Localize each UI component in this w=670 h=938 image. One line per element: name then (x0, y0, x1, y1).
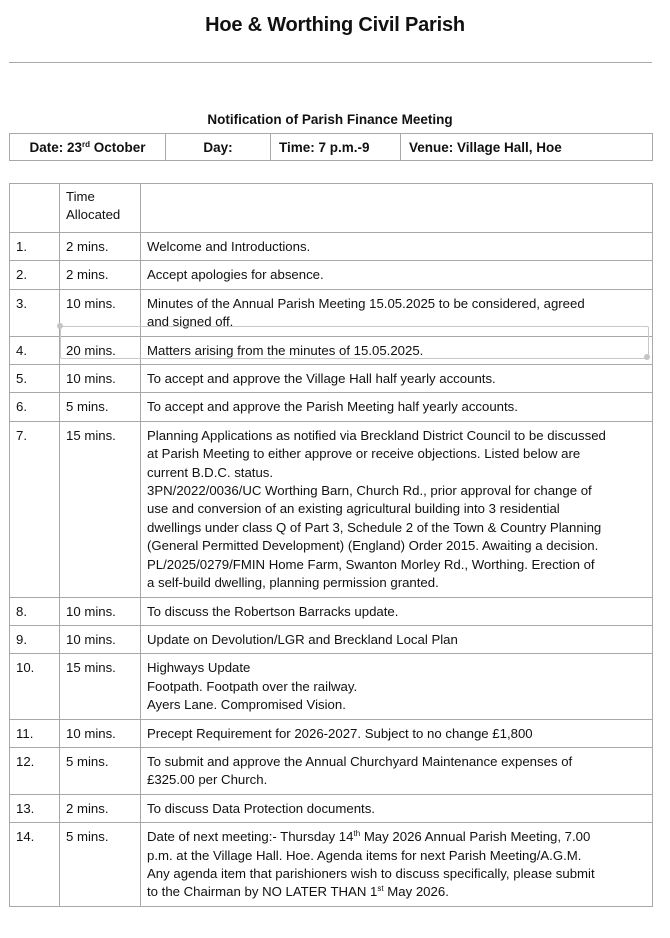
agenda-item-time: 10 mins. (60, 719, 141, 747)
description-line: Precept Requirement for 2026-2027. Subject to no change £1,800 (147, 725, 533, 741)
agenda-item-description (141, 597, 653, 625)
agenda-item-time: 15 mins. (60, 654, 141, 719)
agenda-row (10, 654, 653, 719)
agenda-row (10, 261, 653, 289)
agenda-item-time: 10 mins. (60, 625, 141, 653)
agenda-item-description (141, 336, 653, 364)
agenda-item-number: 5. (10, 365, 60, 393)
agenda-item-number: 14. (10, 823, 60, 907)
title-divider (9, 62, 652, 63)
document-title: Hoe & Worthing Civil Parish (205, 14, 465, 36)
description-line: Planning Applications as notified via Breckland District Council to be discussed (147, 427, 606, 443)
agenda-item-time: 2 mins. (60, 261, 141, 289)
description-line: Any agenda item that parishioners wish to discuss specifically, please submit (147, 865, 595, 881)
agenda-table (9, 183, 653, 907)
description-line: Minutes of the Annual Parish Meeting 15.05.2025 to be considered, agreed (147, 295, 585, 311)
agenda-row (10, 289, 653, 336)
selection-handle-bottom-right[interactable] (644, 354, 650, 360)
agenda-row (10, 747, 653, 794)
agenda-item-time: 5 mins. (60, 823, 141, 907)
agenda-row (10, 794, 653, 822)
meeting-day: Day: (166, 134, 271, 161)
agenda-item-description (141, 747, 653, 794)
description-line: 3PN/2022/0036/UC Worthing Barn, Church Rd., prior approval for change of (147, 483, 592, 499)
agenda-item-time: 5 mins. (60, 747, 141, 794)
agenda-item-description (141, 794, 653, 822)
agenda-row (10, 233, 653, 261)
agenda-item-number: 9. (10, 625, 60, 653)
description-line: p.m. at the Village Hall. Hoe. Agenda items for next Parish Meeting/A.G.M. (147, 847, 582, 863)
header-number (10, 184, 60, 233)
agenda-item-time: 15 mins. (60, 421, 141, 597)
agenda-item-number: 7. (10, 421, 60, 597)
agenda-item-description (141, 365, 653, 393)
meeting-info-table (9, 133, 653, 161)
agenda-item-number: 2. (10, 261, 60, 289)
description-line: To submit and approve the Annual Churchyard Maintenance expenses of (147, 753, 573, 769)
agenda-row (10, 365, 653, 393)
meeting-venue: Venue: Village Hall, Hoe (401, 134, 653, 161)
selection-handle-top-left[interactable] (57, 323, 63, 329)
agenda-item-number: 11. (10, 719, 60, 747)
agenda-item-number: 12. (10, 747, 60, 794)
next-meeting-date-line: Date of next meeting:- Thursday 14th May 2026 Annual Parish Meeting, 7.00 (147, 829, 591, 845)
agenda-item-number: 3. (10, 289, 60, 336)
agenda-item-description (141, 421, 653, 597)
agenda-item-number: 1. (10, 233, 60, 261)
agenda-row (10, 336, 653, 364)
agenda-row (10, 597, 653, 625)
description-line: Accept apologies for absence. (147, 267, 324, 283)
description-line: PL/2025/0279/FMIN Home Farm, Swanton Morley Rd., Worthing. Erection of (147, 556, 595, 572)
description-line: To discuss the Robertson Barracks update. (147, 603, 399, 619)
header-time-allocated: Time Allocated (60, 184, 141, 233)
agenda-header-row (10, 184, 653, 233)
agenda-item-number: 13. (10, 794, 60, 822)
agenda-row (10, 393, 653, 421)
agenda-item-description (141, 719, 653, 747)
agenda-item-description (141, 823, 653, 907)
description-line: To accept and approve the Parish Meeting half yearly accounts. (147, 399, 518, 415)
description-line: dwellings under class Q of Part 3, Schedule 2 of the Town & Country Planning (147, 519, 602, 535)
description-line: (General Permitted Development) (England) Order 2015. Awaiting a decision. (147, 538, 599, 554)
description-line: To accept and approve the Village Hall half yearly accounts. (147, 371, 496, 387)
agenda-item-number: 10. (10, 654, 60, 719)
agenda-item-time: 2 mins. (60, 794, 141, 822)
description-line: and signed off. (147, 314, 234, 330)
agenda-item-time: 20 mins. (60, 336, 141, 364)
description-line: Footpath. Footpath over the railway. (147, 678, 358, 694)
agenda-item-time: 5 mins. (60, 393, 141, 421)
agenda-row (10, 823, 653, 907)
description-line: Welcome and Introductions. (147, 239, 311, 254)
agenda-item-description (141, 654, 653, 719)
description-line: Matters arising from the minutes of 15.05.2025. (147, 342, 424, 358)
agenda-item-number: 6. (10, 393, 60, 421)
submission-deadline-line: to the Chairman by NO LATER THAN 1st May 2026. (147, 884, 449, 900)
agenda-item-number: 8. (10, 597, 60, 625)
description-line: at Parish Meeting to either approve or receive objections. Listed below are (147, 446, 581, 462)
agenda-row (10, 719, 653, 747)
description-line: Highways Update (147, 660, 251, 676)
description-line: use and conversion of an existing agricultural building into 3 residential (147, 501, 560, 517)
description-line: current B.D.C. status. (147, 464, 274, 480)
meeting-date: Date: 23rd October (10, 134, 166, 161)
agenda-item-description (141, 261, 653, 289)
agenda-item-number: 4. (10, 336, 60, 364)
description-line: To discuss Data Protection documents. (147, 800, 375, 816)
agenda-row (10, 625, 653, 653)
header-item (141, 184, 653, 233)
agenda-item-time: 10 mins. (60, 597, 141, 625)
description-line: Ayers Lane. Compromised Vision. (147, 697, 346, 713)
agenda-item-description (141, 289, 653, 336)
agenda-item-time: 2 mins. (60, 233, 141, 261)
description-line: Update on Devolution/LGR and Breckland Local Plan (147, 631, 458, 647)
meeting-subtitle: Notification of Parish Finance Meeting (207, 112, 453, 127)
agenda-item-time: 10 mins. (60, 289, 141, 336)
meeting-time: Time: 7 p.m.-9 (271, 134, 401, 161)
agenda-item-description (141, 233, 653, 261)
agenda-item-description (141, 393, 653, 421)
description-line: £325.00 per Church. (147, 772, 268, 788)
agenda-row (10, 421, 653, 597)
agenda-item-time: 10 mins. (60, 365, 141, 393)
agenda-item-description (141, 625, 653, 653)
description-line: a self-build dwelling, planning permission granted. (147, 575, 439, 591)
